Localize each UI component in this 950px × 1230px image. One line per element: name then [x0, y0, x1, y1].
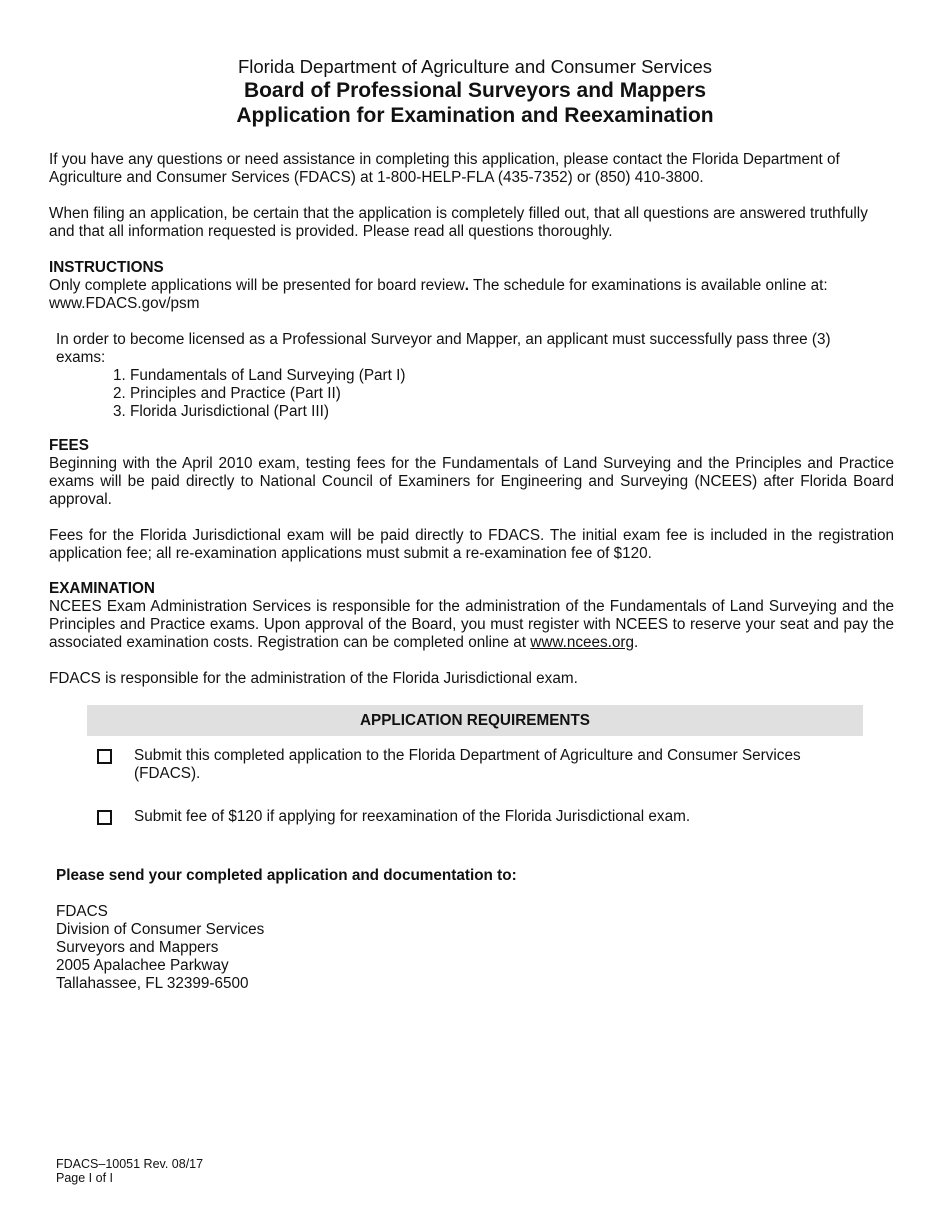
requirement-text: Submit fee of $120 if applying for reexamination of the Florida Jurisdictional exam.	[134, 808, 691, 825]
contact-paragraph: If you have any questions or need assistance in completing this application, please contact the Florida Department of Agriculture and Consumer Services (FDACS) at 1-800-HELP-FLA (435-7352) or (850) 410-3800.	[49, 151, 840, 186]
list-item: 1. Fundamentals of Land Surveying (Part I)	[113, 367, 406, 384]
licensing-paragraph: In order to become licensed as a Professional Surveyor and Mapper, an applicant must successfully pass three (3) exams:	[56, 331, 831, 366]
board-name: Board of Professional Surveyors and Mappers	[243, 79, 707, 102]
exam-list	[113, 367, 613, 421]
instructions-section	[49, 259, 894, 313]
list-item: 2. Principles and Practice (Part II)	[113, 385, 341, 402]
address-line: 2005 Apalachee Parkway	[56, 957, 229, 974]
requirement-text: Submit this completed application to the Florida Department of Agriculture and Consumer Services (FDACS).	[134, 747, 801, 782]
requirement-checkbox[interactable]	[97, 749, 112, 764]
ncees-link[interactable]: www.ncees.org	[530, 634, 635, 651]
examination-heading: EXAMINATION	[49, 580, 155, 597]
page-number: Page I of I	[56, 1171, 113, 1185]
address-line: Surveyors and Mappers	[56, 939, 219, 956]
instructions-heading: INSTRUCTIONS	[49, 259, 164, 276]
address-line: Tallahassee, FL 32399-6500	[56, 975, 249, 992]
requirements-heading: APPLICATION REQUIREMENTS	[87, 705, 863, 736]
instructions-text: Only complete applications will be presented for board review. The schedule for examinations is available online at: www.FDACS.gov/psm	[49, 277, 828, 312]
fees-paragraph-1: Beginning with the April 2010 exam, testing fees for the Fundamentals of Land Surveying and the Principles and Practice exams will be paid directly to National Council of Examiners for Engineering and Surveying (NCEES) after Florida Board approval.	[49, 455, 894, 508]
department-name: Florida Department of Agriculture and Consumer Services	[237, 56, 713, 77]
address-line: Division of Consumer Services	[56, 921, 265, 938]
mailing-address	[56, 903, 901, 993]
filing-paragraph: When filing an application, be certain that the application is completely filled out, that all questions are answered truthfully and that all information requested is provided. Please read all questions thoroughly.	[49, 205, 868, 240]
examination-paragraph: NCEES Exam Administration Services is responsible for the administration of the Fundamentals of Land Surveying and the Principles and Practice exams. Upon approval of the Board, you must register with NCEES to reserve your seat and pay the associated examination costs. Registration can be completed online at www.ncees.org.	[49, 598, 894, 651]
document-header	[0, 56, 950, 128]
examination-section	[49, 580, 894, 652]
address-line: FDACS	[56, 903, 108, 920]
fees-paragraph-2: Fees for the Florida Jurisdictional exam will be paid directly to FDACS. The initial exam fee is included in the registration application fee; all re-examination applications must submit a re-examination fee of $120.	[49, 527, 894, 562]
fees-heading: FEES	[49, 437, 89, 454]
application-title: Application for Examination and Reexamination	[236, 104, 714, 127]
list-item: 3. Florida Jurisdictional (Part III)	[113, 403, 329, 420]
fdacs-exam-paragraph: FDACS is responsible for the administration of the Florida Jurisdictional exam.	[49, 670, 578, 687]
requirement-checkbox[interactable]	[97, 810, 112, 825]
mailing-heading: Please send your completed application and documentation to:	[56, 867, 517, 884]
fees-section	[49, 437, 894, 509]
document-footer	[56, 1157, 203, 1185]
form-number: FDACS–10051 Rev. 08/17	[56, 1157, 204, 1171]
